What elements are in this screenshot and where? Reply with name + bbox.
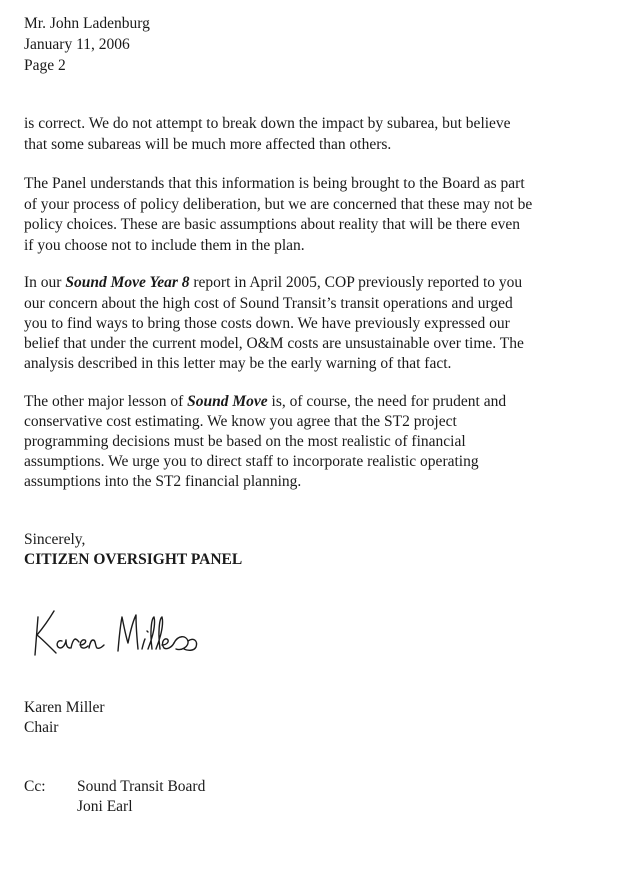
- paragraph-line: our concern about the high cost of Sound Transit’s transit operations and urged: [24, 295, 513, 312]
- paragraph-line: policy choices. These are basic assumptions about reality that will be there even: [24, 216, 520, 233]
- text-run: The other major lesson of: [24, 393, 188, 410]
- letter-date: January 11, 2006: [24, 36, 130, 53]
- paragraph-line: you to find ways to bring those costs down. We have previously expressed our: [24, 315, 510, 332]
- paragraph-line: The Panel understands that this information is being brought to the Board as part: [24, 175, 525, 192]
- report-title: Sound Move Year 8: [65, 274, 190, 291]
- organization-name: CITIZEN OVERSIGHT PANEL: [24, 551, 243, 568]
- paragraph-line: assumptions into the ST2 financial planning.: [24, 473, 302, 490]
- cc-label: Cc:: [24, 778, 46, 795]
- paragraph-line: [24, 273, 522, 293]
- text-run: report in April 2005, COP previously reported to you: [189, 274, 523, 291]
- text-run: is, of course, the need for prudent and: [267, 393, 507, 410]
- cc-recipient: Sound Transit Board: [77, 778, 206, 795]
- text-run: In our: [24, 274, 66, 291]
- paragraph-line: that some subareas will be much more affected than others.: [24, 136, 392, 153]
- cc-recipient: Joni Earl: [77, 798, 133, 815]
- recipient-name: Mr. John Ladenburg: [24, 15, 150, 32]
- paragraph-line: analysis described in this letter may be the early warning of that fact.: [24, 355, 452, 372]
- handwritten-signature: [26, 605, 216, 665]
- signer-name: Karen Miller: [24, 699, 105, 716]
- page-number: Page 2: [24, 57, 66, 74]
- paragraph-line: is correct. We do not attempt to break down the impact by subarea, but believe: [24, 115, 511, 132]
- paragraph-line: if you choose not to include them in the plan.: [24, 237, 305, 254]
- paragraph-line: [24, 392, 506, 412]
- paragraph-line: conservative cost estimating. We know you agree that the ST2 project: [24, 413, 457, 430]
- paragraph-line: programming decisions must be based on the most realistic of financial: [24, 433, 466, 450]
- signer-title: Chair: [24, 719, 59, 736]
- closing-salutation: Sincerely,: [24, 531, 86, 548]
- program-name: Sound Move: [187, 393, 268, 410]
- paragraph-line: belief that under the current model, O&M costs are unsustainable over time. The: [24, 335, 524, 352]
- paragraph-line: assumptions. We urge you to direct staff to incorporate realistic operating: [24, 453, 479, 470]
- paragraph-line: of your process of policy deliberation, but we are concerned that these may not be: [24, 196, 533, 213]
